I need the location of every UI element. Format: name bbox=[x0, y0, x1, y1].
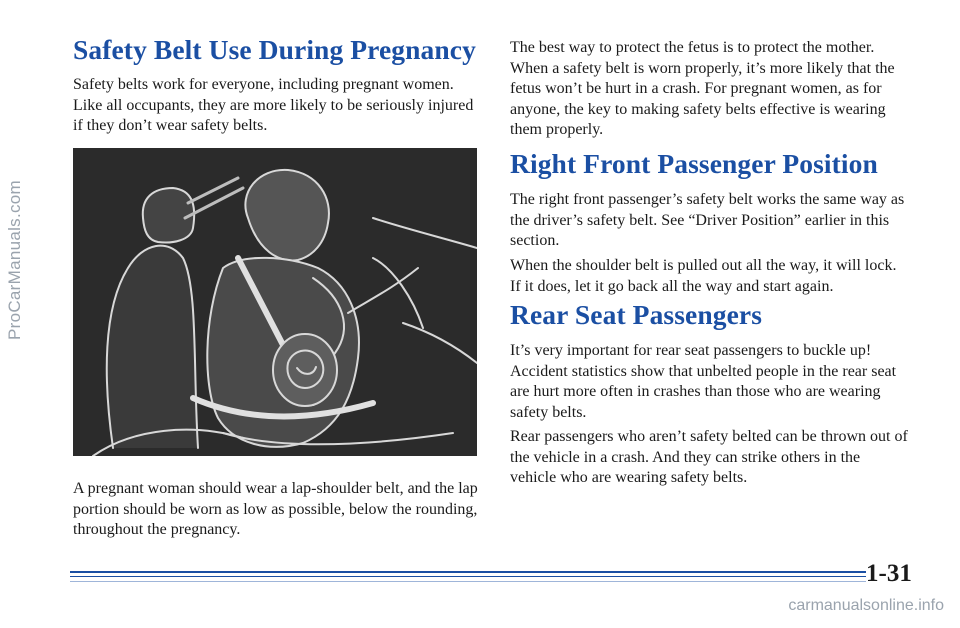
side-watermark bbox=[2, 60, 28, 460]
footer-rule-top bbox=[70, 571, 866, 573]
pregnancy-heading: Safety Belt Use During Pregnancy bbox=[73, 34, 476, 65]
pregnant-occupant-seatbelt-illustration bbox=[73, 148, 477, 456]
page-number: 1-31 bbox=[866, 560, 912, 587]
footer-rule-bottom bbox=[70, 581, 866, 582]
pregnancy-intro-paragraph: Safety belts work for everyone, including pregnant women. Like all occupants, they are more likely to be seriously injured if they don’t wear safety belts. bbox=[73, 76, 474, 134]
illustration-drawing bbox=[73, 148, 477, 456]
right-front-paragraph-1: The right front passenger’s safety belt works the same way as the driver’s safety belt. See “Driver Position” earlier in this section. bbox=[510, 191, 905, 249]
rear-seat-paragraph-1: It’s very important for rear seat passengers to buckle up! Accident statistics show that unbelted people in the rear seat are hurt more often in crashes than those who are wearing safety belts. bbox=[510, 342, 897, 421]
footer-watermark: carmanualsonline.info bbox=[788, 597, 944, 614]
rear-seat-passengers-heading: Rear Seat Passengers bbox=[510, 299, 762, 330]
footer-rule-middle bbox=[70, 576, 866, 577]
fetus-protection-paragraph: The best way to protect the fetus is to protect the mother. When a safety belt is worn properly, it’s more likely that the fetus won’t be hurt in a crash. For pregnant women, as for anyone, the key to making safety belts effective is wearing them properly. bbox=[510, 39, 895, 138]
rear-seat-paragraph-2: Rear passengers who aren’t safety belted can be thrown out of the vehicle in a crash. And they can strike others in the vehicle who are wearing safety belts. bbox=[510, 428, 908, 486]
right-front-paragraph-2: When the shoulder belt is pulled out all the way, it will lock. If it does, let it go back all the way and start again. bbox=[510, 257, 897, 295]
right-front-passenger-heading: Right Front Passenger Position bbox=[510, 148, 878, 179]
figure-caption: A pregnant woman should wear a lap-shoulder belt, and the lap portion should be worn as low as possible, below the rounding, throughout the pregnancy. bbox=[73, 480, 478, 538]
side-watermark-text: ProCarManuals.com bbox=[5, 179, 25, 341]
